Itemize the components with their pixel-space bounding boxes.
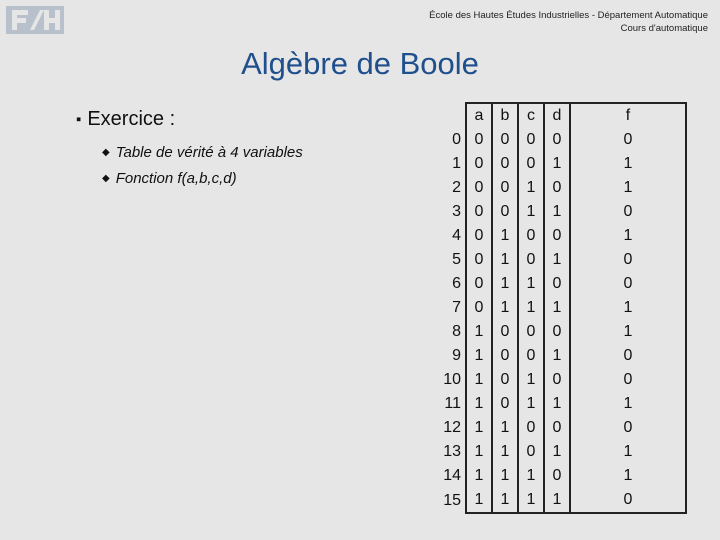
header-b: b [492, 103, 518, 128]
cell-c: 1 [518, 272, 544, 296]
cell-c: 0 [518, 440, 544, 464]
cell-c: 0 [518, 248, 544, 272]
cell-f: 1 [570, 464, 686, 488]
bullet-list [76, 108, 303, 191]
cell-d: 1 [544, 392, 570, 416]
cell-b: 0 [492, 344, 518, 368]
cell-c: 1 [518, 368, 544, 392]
cell-f: 1 [570, 320, 686, 344]
cell-f: 1 [570, 152, 686, 176]
cell-b: 1 [492, 224, 518, 248]
eihf-logo-icon [6, 6, 64, 34]
cell-f: 1 [570, 224, 686, 248]
cell-f: 1 [570, 392, 686, 416]
cell-a: 1 [466, 440, 492, 464]
table-row [437, 440, 686, 464]
row-index: 4 [437, 224, 466, 248]
cell-b: 0 [492, 128, 518, 152]
header-course: Cours d'automatique [620, 23, 708, 34]
cell-a: 1 [466, 320, 492, 344]
cell-d: 0 [544, 416, 570, 440]
row-index: 1 [437, 152, 466, 176]
cell-b: 1 [492, 416, 518, 440]
table-row [437, 200, 686, 224]
cell-f: 1 [570, 176, 686, 200]
table-row [437, 344, 686, 368]
cell-a: 1 [466, 392, 492, 416]
page-header [429, 9, 708, 35]
cell-a: 0 [466, 128, 492, 152]
cell-b: 0 [492, 200, 518, 224]
cell-d: 1 [544, 248, 570, 272]
cell-a: 0 [466, 296, 492, 320]
cell-c: 0 [518, 416, 544, 440]
cell-a: 0 [466, 152, 492, 176]
cell-a: 1 [466, 488, 492, 513]
cell-b: 0 [492, 152, 518, 176]
table-row [437, 488, 686, 513]
cell-a: 0 [466, 272, 492, 296]
truth-table [437, 102, 687, 514]
cell-c: 0 [518, 152, 544, 176]
cell-f: 1 [570, 440, 686, 464]
header-a: a [466, 103, 492, 128]
cell-d: 1 [544, 440, 570, 464]
row-index: 13 [437, 440, 466, 464]
cell-d: 0 [544, 272, 570, 296]
cell-d: 0 [544, 176, 570, 200]
header-school: École des Hautes Études Industrielles - Département Automatique [429, 10, 708, 21]
cell-b: 0 [492, 176, 518, 200]
cell-c: 0 [518, 224, 544, 248]
cell-b: 0 [492, 368, 518, 392]
cell-f: 0 [570, 200, 686, 224]
diamond-bullet-icon: ◆ [102, 146, 110, 158]
square-bullet-icon: ▪ [76, 111, 82, 128]
table-row [437, 176, 686, 200]
table-row [437, 320, 686, 344]
cell-c: 0 [518, 320, 544, 344]
table-row [437, 416, 686, 440]
cell-c: 0 [518, 344, 544, 368]
cell-a: 1 [466, 464, 492, 488]
bullet-exercise [76, 108, 303, 131]
cell-a: 0 [466, 200, 492, 224]
cell-f: 0 [570, 416, 686, 440]
cell-c: 1 [518, 464, 544, 488]
cell-a: 0 [466, 176, 492, 200]
row-index: 10 [437, 368, 466, 392]
cell-d: 0 [544, 368, 570, 392]
cell-d: 0 [544, 128, 570, 152]
header-d: d [544, 103, 570, 128]
cell-b: 0 [492, 320, 518, 344]
header-c: c [518, 103, 544, 128]
cell-f: 0 [570, 368, 686, 392]
truth-table-header [437, 103, 686, 128]
table-row [437, 224, 686, 248]
table-row [437, 368, 686, 392]
bullet-exercise-label: Exercice : [87, 108, 176, 130]
cell-b: 1 [492, 272, 518, 296]
sub-bullet-function [102, 165, 303, 191]
cell-d: 1 [544, 344, 570, 368]
table-row [437, 392, 686, 416]
header-index [437, 103, 466, 128]
sub-bullet-truth-table [102, 139, 303, 165]
cell-d: 1 [544, 488, 570, 513]
cell-c: 1 [518, 296, 544, 320]
row-index: 12 [437, 416, 466, 440]
cell-f: 1 [570, 296, 686, 320]
row-index: 7 [437, 296, 466, 320]
sub-bullet-label: Table de vérité à 4 variables [115, 143, 303, 161]
cell-a: 1 [466, 344, 492, 368]
row-index: 6 [437, 272, 466, 296]
row-index: 14 [437, 464, 466, 488]
cell-f: 0 [570, 248, 686, 272]
cell-a: 1 [466, 368, 492, 392]
row-index: 11 [437, 392, 466, 416]
cell-c: 1 [518, 392, 544, 416]
cell-d: 0 [544, 464, 570, 488]
page-title: Algèbre de Boole [241, 46, 479, 81]
cell-f: 0 [570, 272, 686, 296]
row-index: 2 [437, 176, 466, 200]
diamond-bullet-icon: ◆ [102, 172, 110, 184]
cell-d: 1 [544, 296, 570, 320]
cell-a: 0 [466, 248, 492, 272]
table-row [437, 464, 686, 488]
row-index: 9 [437, 344, 466, 368]
cell-a: 1 [466, 416, 492, 440]
sub-bullet-label: Fonction f(a,b,c,d) [115, 169, 237, 187]
cell-d: 1 [544, 152, 570, 176]
cell-b: 1 [492, 440, 518, 464]
cell-f: 0 [570, 488, 686, 513]
cell-f: 0 [570, 344, 686, 368]
cell-d: 0 [544, 224, 570, 248]
cell-b: 1 [492, 296, 518, 320]
row-index: 15 [437, 488, 466, 513]
row-index: 5 [437, 248, 466, 272]
cell-c: 0 [518, 128, 544, 152]
table-row [437, 272, 686, 296]
table-row [437, 248, 686, 272]
table-row [437, 152, 686, 176]
table-row [437, 128, 686, 152]
cell-c: 1 [518, 488, 544, 513]
cell-a: 0 [466, 224, 492, 248]
row-index: 3 [437, 200, 466, 224]
cell-f: 0 [570, 128, 686, 152]
cell-b: 1 [492, 488, 518, 513]
cell-d: 1 [544, 200, 570, 224]
cell-d: 0 [544, 320, 570, 344]
cell-b: 1 [492, 464, 518, 488]
header-f: f [570, 103, 686, 128]
cell-b: 0 [492, 392, 518, 416]
row-index: 8 [437, 320, 466, 344]
row-index: 0 [437, 128, 466, 152]
table-row [437, 296, 686, 320]
cell-b: 1 [492, 248, 518, 272]
cell-c: 1 [518, 200, 544, 224]
cell-c: 1 [518, 176, 544, 200]
